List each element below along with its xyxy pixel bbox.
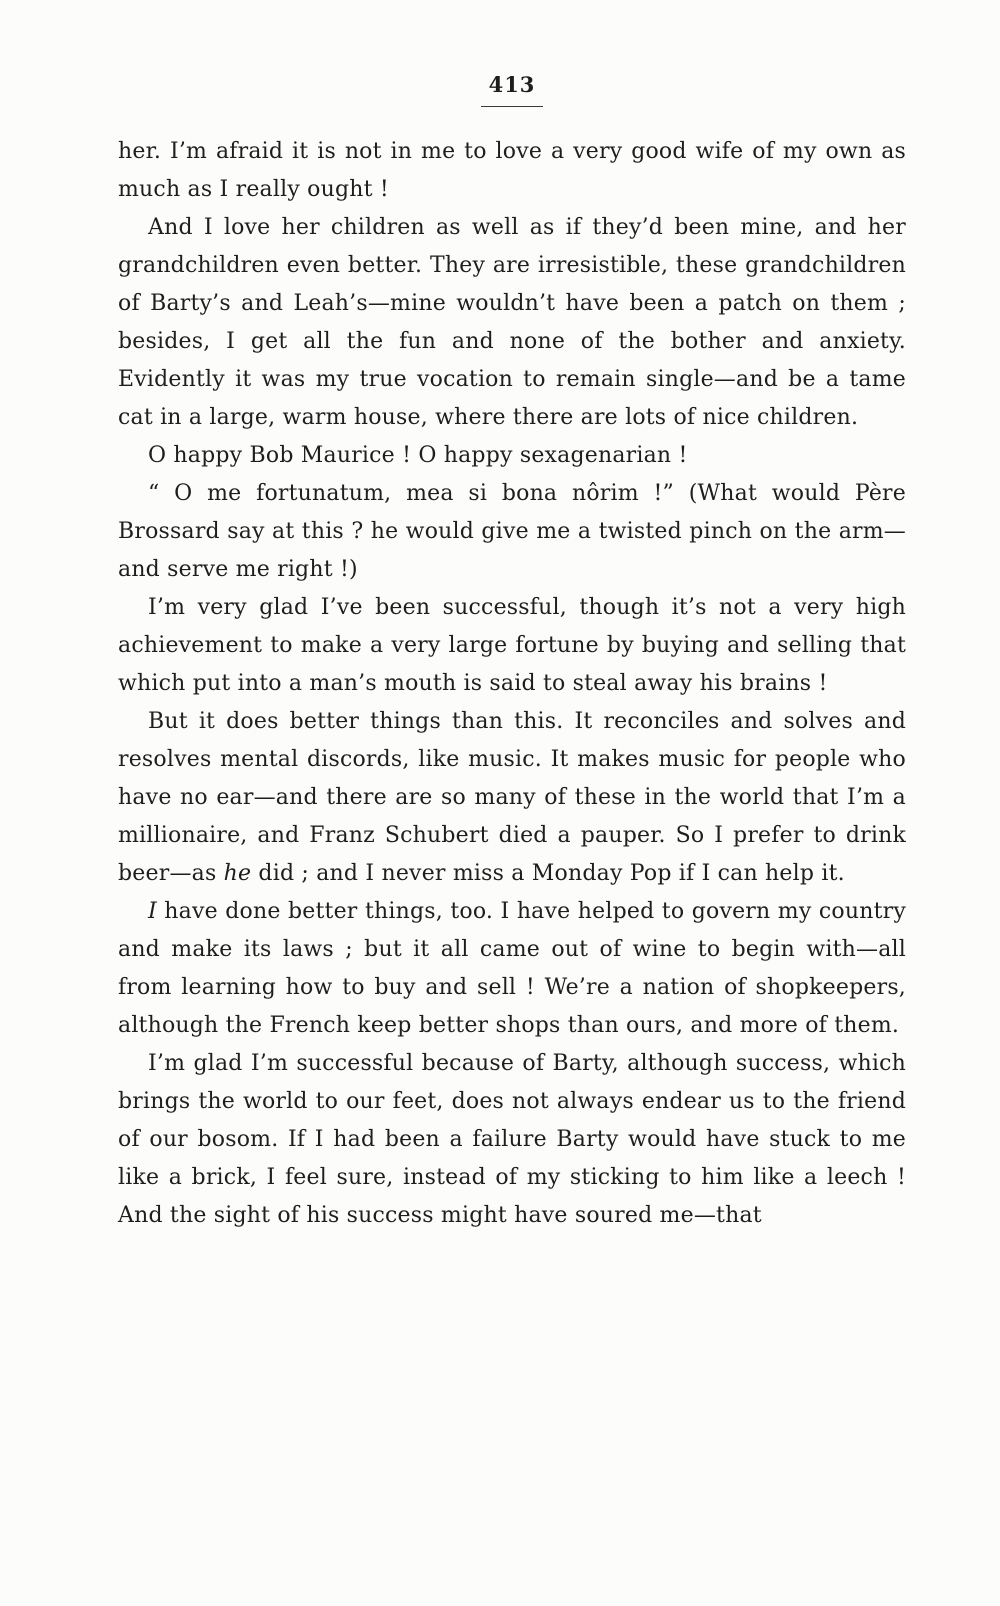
paragraph bbox=[118, 475, 906, 589]
paragraph bbox=[118, 589, 906, 703]
paragraph bbox=[118, 893, 906, 1045]
paragraph bbox=[118, 209, 906, 437]
paragraph bbox=[118, 703, 906, 893]
paragraph bbox=[118, 133, 906, 209]
page-header bbox=[118, 0, 906, 107]
page-text bbox=[118, 133, 906, 1235]
text-run: But it does better things than this. It reconciles and solves and resolves mental discords, like music. It makes music for people who have no ear—and there are so many of these in the world that I’m a millionaire, and Franz Schubert died a pauper. So I prefer to drink beer—as bbox=[118, 709, 906, 886]
page-number-rule bbox=[481, 106, 543, 107]
text-run: her. I’m afraid it is not in me to love a very good wife of my own as much as I really ought ! bbox=[118, 139, 906, 202]
text-run: O happy Bob Maurice ! O happy sexagenarian ! bbox=[148, 443, 688, 468]
text-run: “ O me fortunatum, mea si bona nôrim !” (What would Père Brossard say at this ? he would give me a twisted pinch on the arm—and serve me right !) bbox=[118, 481, 906, 582]
text-run: did ; and I never miss a Monday Pop if I can help it. bbox=[251, 861, 845, 886]
text-run: I’m glad I’m successful because of Barty, although success, which brings the world to our feet, does not always endear us to the friend of our bosom. If I had been a failure Barty would have stuck to me like a brick, I feel sure, instead of my sticking to him like a leech ! And the sight of his success might have soured me—that bbox=[118, 1051, 906, 1228]
paragraph bbox=[118, 1045, 906, 1235]
text-run: have done better things, too. I have helped to govern my country and make its laws ; but it all came out of wine to begin with—all from learning how to buy and sell ! We’re a nation of shopkeepers, although the French keep better shops than ours, and more of them. bbox=[118, 899, 906, 1038]
page-number: 413 bbox=[488, 72, 536, 97]
text-run: I’m very glad I’ve been successful, though it’s not a very high achievement to make a very large fortune by buying and selling that which put into a man’s mouth is said to steal away his brains ! bbox=[118, 595, 906, 696]
text-run: And I love her children as well as if they’d been mine, and her grandchildren even better. They are irresistible, these grandchildren of Barty’s and Leah’s—mine wouldn’t have been a patch on them ; besides, I get all the fun and none of the bother and anxiety. Evidently it was my true vocation to remain single—and be a tame cat in a large, warm house, where there are lots of nice children. bbox=[118, 215, 906, 430]
italic-text-run: I bbox=[148, 899, 157, 924]
paragraph bbox=[118, 437, 906, 475]
italic-text-run: he bbox=[223, 861, 252, 886]
